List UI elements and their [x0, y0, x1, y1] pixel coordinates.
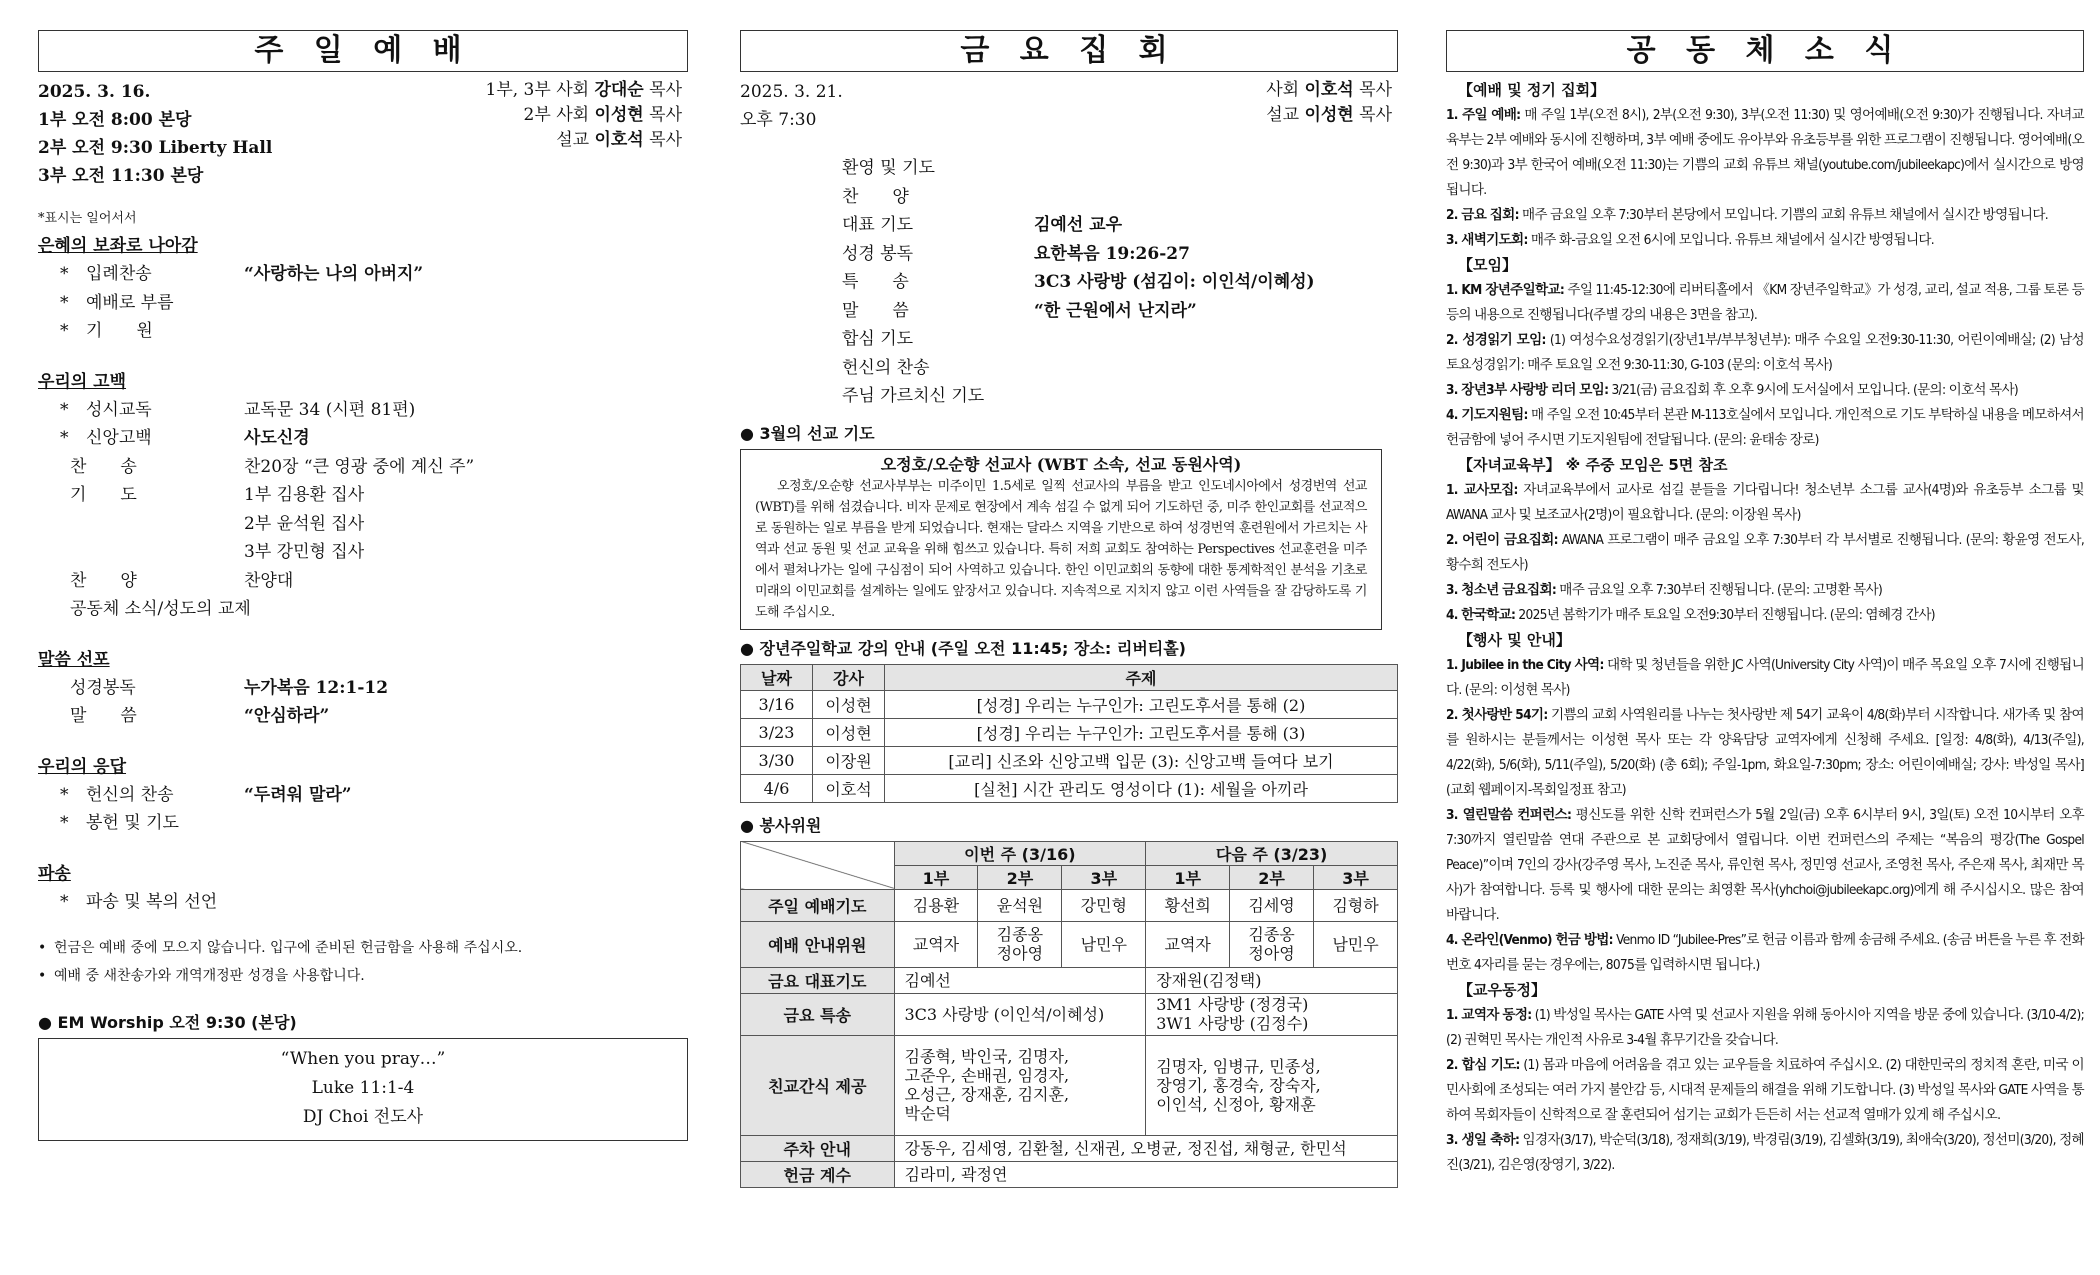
- volunteer-role: 주일 예배기도: [741, 889, 895, 921]
- order-label: 공동체 소식/성도의 교제: [70, 599, 251, 619]
- community-news-title: 공 동 체 소 식: [1446, 30, 2084, 72]
- order-label: 기 원: [86, 321, 153, 341]
- lecture-speaker: 이성현: [813, 690, 885, 718]
- order-item: [38, 567, 688, 596]
- order-item: [38, 595, 688, 624]
- news-category-title: 【모임】: [1458, 256, 1517, 274]
- news-category: [1446, 253, 2084, 453]
- news-item-text: 매 주일 오전 10:45부터 본관 M-113호실에서 모입니다. 개인적으로 기도 부탁하실 내용을 메모하셔서 헌금함에 넣어 주시면 기도지원팀에 전달됩니다. (문의: 윤태송 장로): [1446, 407, 2084, 448]
- lecture-date: 3/23: [741, 718, 813, 746]
- mission-box: [740, 449, 1382, 630]
- order-value: 누가복음 12:1-12: [244, 677, 389, 698]
- worship-section: [38, 753, 688, 838]
- news-item-text: Venmo ID “Jubilee-Pres”로 헌금 이름과 함께 송금해 주세요. (송금 버튼을 누른 후 전화번호 4자리를 묻는 경우에는, 8075를 입력하시면 됩니다.): [1446, 932, 2084, 973]
- news-item-text: 매 주일 1부(오전 8시), 2부(오전 9:30), 3부(오전 11:30) 및 영어예배(오전 9:30)가 진행됩니다. 자녀교육부는 2부 예배와 동시에 진행하며, 3부 예배 중에도 유아부와 유초등부를 위한 프로그램이 진행됩니다. 영어예배(오전 9:30)과 3부 한국어 예배(오전 11:30)는 기쁨의 교회 유튜브 채널(youtube.com/jubileekapc)에서 실시간으로 방영됩니다.: [1446, 107, 2084, 198]
- news-item-text: 매주 금요일 오후 7:30부터 진행됩니다. (문의: 고명환 목사): [1556, 582, 1883, 598]
- news-category: [1446, 628, 2084, 978]
- lecture-speaker: 이장원: [813, 746, 885, 774]
- volunteer-name: 김종옹 정아영: [978, 921, 1062, 967]
- stand-mark: *: [60, 321, 69, 341]
- order-value: 요한복음 19:26-27: [1034, 243, 1190, 264]
- order-label: 특 송: [842, 272, 909, 292]
- this-week-header: 이번 주 (3/16): [894, 841, 1146, 865]
- order-label: 헌신의 찬송: [842, 357, 930, 378]
- stand-mark: *: [60, 784, 69, 805]
- news-item-title: 2. 어린이 금요집회:: [1446, 532, 1558, 548]
- news-item-text: 매주 화-금요일 오전 6시에 모입니다. 유튜브 채널에서 실시간 방영됩니다.: [1527, 232, 1934, 248]
- part-header: 2부: [978, 865, 1062, 889]
- leader-role: 1부, 3부 사회: [485, 80, 590, 100]
- lecture-date: 3/16: [741, 690, 813, 718]
- order-label: 말 씀: [842, 300, 909, 321]
- lecture-speaker: 이호석: [813, 774, 885, 802]
- order-label: 합심 기도: [842, 329, 914, 349]
- order-item: [38, 888, 688, 917]
- order-value: 김예선 교우: [1034, 215, 1123, 235]
- news-item: [1446, 228, 2084, 253]
- volunteer-row: [741, 889, 1398, 921]
- news-item-title: 1. 교역자 동정:: [1446, 1007, 1532, 1023]
- volunteer-role: 헌금 계수: [741, 1161, 895, 1187]
- order-label: 주님 가르치신 기도: [842, 386, 985, 406]
- order-item: [38, 453, 688, 482]
- news-item-title: 1. Jubilee in the City 사역:: [1446, 657, 1604, 673]
- volunteer-role: 금요 특송: [741, 993, 895, 1035]
- leader-name: 이성현: [1304, 105, 1354, 125]
- news-item-text: 임경자(3/17), 박순덕(3/18), 정재희(3/19), 박경림(3/19), 김셀화(3/19), 최애숙(3/20), 정선미(3/20), 정혜진(3/21), 김은영(장영기, 3/22).: [1446, 1132, 2084, 1173]
- volunteer-row: [741, 1161, 1398, 1187]
- news-item-title: 4. 한국학교:: [1446, 607, 1516, 623]
- volunteer-next-week: 장재원(김정택): [1146, 967, 1398, 993]
- stand-mark: *: [60, 292, 69, 313]
- stand-mark: *: [60, 891, 69, 912]
- stand-mark: *: [60, 399, 69, 420]
- order-item: [38, 781, 688, 810]
- volunteer-name: 황선희: [1146, 889, 1230, 921]
- lecture-topic: [성경] 우리는 누구인가: 고린도후서를 통해 (2): [885, 690, 1398, 718]
- news-category-title: 【자녀교육부】 ※ 주중 모임은 5면 참조: [1458, 456, 1728, 474]
- order-label: 찬 양: [70, 570, 137, 591]
- friday-leaders: [1266, 78, 1392, 128]
- order-label: 성경 봉독: [842, 243, 914, 264]
- volunteer-row: [741, 993, 1398, 1035]
- lecture-table: [740, 664, 1398, 803]
- section-title: 은혜의 보좌로 나아감: [38, 236, 198, 256]
- table-row: [741, 774, 1398, 802]
- news-item: [1446, 703, 2084, 803]
- news-item-text: 주일 11:45-12:30에 리버티홀에서 《KM 장년주일학교》가 성경, 교리, 설교 적용, 그룹 토론 등등의 내용으로 진행됩니다(주별 강의 내용은 3면을 참고).: [1446, 282, 2084, 323]
- order-value: “한 근원에서 난지라”: [1034, 300, 1197, 321]
- volunteer-row: [741, 1135, 1398, 1161]
- news-category: [1446, 978, 2084, 1178]
- section-title: 우리의 응답: [38, 756, 127, 777]
- order-value: “두려워 말라”: [244, 784, 352, 805]
- news-item: [1446, 528, 2084, 578]
- news-item-title: 2. 금요 집회:: [1446, 207, 1519, 223]
- em-scripture: Luke 11:1-4: [311, 1078, 415, 1098]
- part-header: 3부: [1062, 865, 1146, 889]
- section-title: 말씀 선포: [38, 649, 110, 670]
- em-preacher: DJ Choi 전도사: [302, 1107, 424, 1127]
- friday-info: [740, 78, 1398, 142]
- friday-order-item: [842, 297, 1398, 326]
- leader-row: [486, 103, 682, 128]
- news-item-text: 3/21(금) 금요집회 후 오후 9시에 도서실에서 모입니다. (문의: 이호석 목사): [1608, 382, 2018, 398]
- leader-role: 사회: [1266, 80, 1300, 100]
- leader-title: 목사: [1359, 80, 1392, 100]
- news-item: [1446, 1053, 2084, 1128]
- news-item: [1446, 203, 2084, 228]
- em-sermon-title: “When you pray…”: [280, 1049, 446, 1069]
- news-item: [1446, 378, 2084, 403]
- order-value: 3부 강민형 집사: [244, 542, 365, 562]
- order-item: [38, 289, 688, 318]
- order-value: 교독문 34 (시편 81편): [244, 399, 416, 420]
- order-item: [38, 510, 688, 539]
- news-item-title: 2. 성경읽기 모임:: [1446, 332, 1546, 348]
- news-item: [1446, 1003, 2084, 1053]
- stand-mark: *: [60, 428, 69, 448]
- leader-name: 이호석: [594, 130, 644, 150]
- worship-section: [38, 646, 688, 731]
- news-item-title: 3. 생일 축하:: [1446, 1132, 1520, 1148]
- worship-section: [38, 368, 688, 624]
- order-label: 찬 양: [842, 186, 909, 207]
- friday-order-item: [842, 183, 1398, 212]
- volunteer-role: 금요 대표기도: [741, 967, 895, 993]
- sunday-date: 2025. 3. 16.: [38, 82, 151, 102]
- news-category: [1446, 453, 2084, 628]
- volunteer-name: 윤석원: [978, 889, 1062, 921]
- leader-row: [1266, 78, 1392, 103]
- news-item-text: 매주 금요일 오후 7:30부터 본당에서 모입니다. 기쁨의 교회 유튜브 채널에서 실시간 방영됩니다.: [1518, 207, 2048, 223]
- order-value: “사랑하는 나의 아버지”: [244, 264, 424, 284]
- friday-order-item: [842, 382, 1398, 411]
- section-title: 우리의 고백: [38, 371, 127, 392]
- news-item-title: 1. 교사모집:: [1446, 482, 1518, 498]
- news-item-text: 기쁨의 교회 사역원리를 나누는 첫사랑반 제 54기 교육이 4/8(화)부터 시작합니다. 새가족 및 참여를 원하시는 분들께서는 이성현 목사 또는 각 양육담당 교역자에게 신청해 주세요. [일정: 4/8(화), 4/13(주일), 4/22(화), 5/6(화), 5/11(주일), 5/20(화) (총 6회); 주일-1pm, 화요일-7:30pm; 장소: 어린이예배실; 강사: 박성일 목사] (교회 웹페이지-목회일정표 참고): [1446, 707, 2084, 798]
- lecture-speaker: 이성현: [813, 718, 885, 746]
- worship-notes: [38, 934, 688, 990]
- news-item: [1446, 928, 2084, 978]
- volunteer-role: 친교간식 제공: [741, 1035, 895, 1135]
- news-item-title: 4. 기도지원팀:: [1446, 407, 1528, 423]
- volunteer-name: 김세영: [1230, 889, 1314, 921]
- order-item: [38, 481, 688, 510]
- volunteer-row: [741, 1035, 1398, 1135]
- leader-title: 목사: [649, 130, 682, 150]
- news-item-title: 1. KM 장년주일학교:: [1446, 282, 1565, 298]
- volunteer-name: 강민형: [1062, 889, 1146, 921]
- lecture-col-date: 날짜: [741, 664, 813, 690]
- service-time-2: 2부 오전 9:30 Liberty Hall: [38, 138, 273, 158]
- table-row: [741, 746, 1398, 774]
- news-item: [1446, 403, 2084, 453]
- volunteer-names: 강동우, 김세영, 김환철, 신재권, 오병균, 정진섭, 채형균, 한민석: [894, 1135, 1398, 1161]
- order-value: “안심하라”: [244, 706, 330, 726]
- leader-row: [486, 128, 682, 153]
- part-header: 1부: [1146, 865, 1230, 889]
- order-label: 말 씀: [70, 706, 137, 726]
- part-header: 3부: [1314, 865, 1398, 889]
- mission-body: 오정호/오순향 선교사부부는 미주이민 1.5세로 일찍 선교사의 부름을 받고 인도네시아에서 성경번역 선교(WBT)를 위해 섬겼습니다. 비자 문제로 현장에서 계속 섬길 수 없게 되어 기도하던 중, 미주 한인교회를 선교적으로 동원하는 일로 부름을 받게 되었습니다. 현재는 달라스 지역을 기반으로 하여 성경번역 훈련원에서 가르치는 사역과 선교 동원 및 선교 교육을 위해 힘쓰고 있습니다. 특히 저희 교회도 참여하는 Perspectives 선교훈련을 미주에서 펼쳐나가는 일에 구심점이 되어 사역하고 있습니다. 한인 이민교회의 동향에 대한 통계학적인 분석을 기초로 미래의 이민교회를 설계하는 일에도 앞장서고 있습니다. 지속적으로 지치지 않고 이런 사역들을 잘 감당하도록 기도해 주십시오.: [755, 478, 1367, 620]
- order-value: 사도신경: [244, 428, 310, 448]
- lecture-topic: [교리] 신조와 신앙고백 입문 (3): 신앙고백 들여다 보기: [885, 746, 1398, 774]
- volunteer-name: 교역자: [1146, 921, 1230, 967]
- stand-mark: *: [60, 264, 69, 284]
- friday-meeting-title: 금 요 집 회: [740, 30, 1398, 72]
- order-label: 헌신의 찬송: [86, 784, 174, 805]
- sunday-worship-column: [38, 30, 688, 1141]
- volunteer-role: 예배 안내위원: [741, 921, 895, 967]
- volunteer-this-week: 3C3 사랑방 (이인석/이혜성): [894, 993, 1146, 1035]
- community-news-body: [1446, 78, 2084, 1178]
- news-item-title: 4. 온라인(Venmo) 헌금 방법:: [1446, 932, 1613, 948]
- volunteer-next-week: 김명자, 임병규, 민종성, 장영기, 홍경숙, 장숙자, 이인석, 신정아, 황재훈: [1146, 1035, 1398, 1135]
- news-item: [1446, 803, 2084, 928]
- leader-row: [1266, 103, 1392, 128]
- news-item-title: 3. 청소년 금요집회:: [1446, 582, 1557, 598]
- friday-order-item: [842, 154, 1398, 183]
- order-label: 봉헌 및 기도: [86, 813, 179, 833]
- lecture-topic: [실천] 시간 관리도 영성이다 (1): 세월을 아끼라: [885, 774, 1398, 802]
- order-label: 찬 송: [70, 456, 137, 477]
- volunteer-name: 남민우: [1314, 921, 1398, 967]
- volunteers-table: [740, 841, 1398, 1188]
- news-category: [1446, 78, 2084, 253]
- order-label: 파송 및 복의 선언: [86, 891, 218, 912]
- order-of-worship: [38, 232, 688, 916]
- leader-role: 설교: [556, 130, 590, 150]
- worship-section: [38, 860, 688, 917]
- order-label: 신앙고백: [86, 428, 152, 448]
- order-value: 2부 윤석원 집사: [244, 513, 365, 534]
- order-label: 대표 기도: [842, 215, 914, 235]
- volunteer-name: 남민우: [1062, 921, 1146, 967]
- lecture-col-speaker: 강사: [813, 664, 885, 690]
- news-item-text: 평신도를 위한 신학 컨퍼런스가 5월 2일(금) 오후 6시부터 9시, 3일(토) 오전 10시부터 오후 7:30까지 열린말씀 연대 주관으로 본 교회당에서 열립니다. 이번 컨퍼런스의 주제는 “복음의 평강(The Gospel Peace)”이며 7인의 강사(강주영 목사, 노진준 목사, 류인현 목사, 정민영 선교사, 조영천 목사, 주은재 목사, 최재만 목사)가 참여합니다. 등록 및 행사에 대한 문의는 최영환 목사(yhchoi@jubileekapc.org)에게 해 주시십시오. 많은 참여 바랍니다.: [1446, 807, 2084, 923]
- order-item: [38, 538, 688, 567]
- news-item-title: 3. 장년3부 사랑방 리더 모임:: [1446, 382, 1609, 398]
- news-item-text: 대학 및 청년들을 위한 JC 사역(University City 사역)이 매주 목요일 오후 7시에 진행됩니다. (문의: 이성현 목사): [1446, 657, 2084, 698]
- news-item: [1446, 478, 2084, 528]
- sunday-service-info: [38, 78, 688, 202]
- lecture-heading: ● 장년주일학교 강의 안내 (주일 오전 11:45; 장소: 리버티홀): [740, 638, 1186, 658]
- order-label: 성경봉독: [70, 677, 136, 698]
- community-news-column: [1446, 30, 2084, 1178]
- news-item-text: AWANA 프로그램이 매주 금요일 오후 7:30부터 각 부서별로 진행됩니다. (문의: 황윤영 전도사, 황수희 전도사): [1446, 532, 2085, 573]
- stand-note: *표시는 일어서서: [38, 211, 137, 226]
- order-value: 찬20장 “큰 영광 중에 계신 주”: [244, 456, 475, 477]
- lecture-date: 4/6: [741, 774, 813, 802]
- news-item-text: 2025년 봄학기가 매주 토요일 오전9:30부터 진행됩니다. (문의: 염혜경 간사): [1515, 607, 1935, 623]
- table-row: [741, 718, 1398, 746]
- news-item-title: 1. 주일 예배:: [1446, 107, 1521, 123]
- stand-mark: *: [60, 813, 69, 833]
- section-title: 파송: [38, 863, 71, 884]
- friday-order-item: [842, 354, 1398, 383]
- volunteer-name: 김형하: [1314, 889, 1398, 921]
- volunteer-this-week: 김종혁, 박인국, 김명자, 고준우, 손배권, 임경자, 오성근, 장재훈, 김지훈, 박순덕: [894, 1035, 1146, 1135]
- order-label: 기 도: [70, 485, 137, 505]
- order-item: [38, 424, 688, 453]
- order-label: 환영 및 기도: [842, 158, 935, 178]
- volunteer-next-week: 3M1 사랑방 (정경국) 3W1 사랑방 (김정수): [1146, 993, 1398, 1035]
- order-item: [38, 809, 688, 838]
- volunteer-this-week: 김예선: [894, 967, 1146, 993]
- order-value: 1부 김용환 집사: [244, 485, 365, 505]
- sunday-worship-title: 주 일 예 배: [38, 30, 688, 72]
- order-item: [38, 702, 688, 731]
- friday-time: 오후 7:30: [740, 110, 817, 130]
- news-item-title: 2. 합심 기도:: [1446, 1057, 1520, 1073]
- news-item-text: 자녀교육부에서 교사로 섬길 분들을 기다립니다! 청소년부 소그룹 교사(4명)와 유초등부 소그룹 및 AWANA 교사 및 보조교사(2명)이 필요합니다. (문의: 이장원 목사): [1446, 482, 2084, 523]
- leader-role: 2부 사회: [523, 105, 590, 125]
- service-time-3: 3부 오전 11:30 본당: [38, 166, 204, 186]
- friday-order-item: [842, 240, 1398, 269]
- news-item-title: 3. 새벽기도회:: [1446, 232, 1528, 248]
- order-value: 3C3 사랑방 (섬김이: 이인석/이혜성): [1034, 272, 1315, 292]
- volunteer-row: [741, 921, 1398, 967]
- worship-section: [38, 232, 688, 346]
- leader-role: 설교: [1266, 105, 1300, 125]
- leader-title: 목사: [1359, 105, 1392, 125]
- leader-name: 이호석: [1304, 80, 1354, 100]
- news-item: [1446, 278, 2084, 328]
- lecture-date: 3/30: [741, 746, 813, 774]
- order-item: [38, 260, 688, 289]
- order-item: [38, 674, 688, 703]
- mission-heading: ● 3월의 선교 기도: [740, 423, 875, 443]
- lecture-topic: [성경] 우리는 누구인가: 고린도후서를 통해 (3): [885, 718, 1398, 746]
- note-item: • 예배 중 새찬송가와 개역개정판 성경을 사용합니다.: [38, 962, 688, 990]
- leader-title: 목사: [649, 80, 682, 100]
- news-category-title: 【예배 및 정기 집회】: [1458, 81, 1606, 99]
- missionary-name: 오정호/오순향 선교사 (WBT 소속, 선교 동원사역): [880, 454, 1242, 474]
- order-value: 찬양대: [244, 570, 294, 591]
- volunteers-heading: ● 봉사위원: [740, 815, 822, 835]
- lecture-col-topic: 주제: [885, 664, 1398, 690]
- news-item: [1446, 1128, 2084, 1178]
- volunteer-name: 교역자: [894, 921, 978, 967]
- volunteer-name: 김종옹 정아영: [1230, 921, 1314, 967]
- volunteer-role: 주차 안내: [741, 1135, 895, 1161]
- order-label: 성시교독: [86, 399, 152, 420]
- news-category-title: 【행사 및 안내】: [1458, 631, 1571, 649]
- note-item: • 헌금은 예배 중에 모으지 않습니다. 입구에 준비된 헌금함을 사용해 주십시오.: [38, 934, 688, 962]
- volunteer-names: 김라미, 곽정연: [894, 1161, 1398, 1187]
- order-label: 입례찬송: [86, 264, 152, 284]
- service-leaders: [486, 78, 682, 153]
- news-item: [1446, 328, 2084, 378]
- part-header: 1부: [894, 865, 978, 889]
- leader-name: 이성현: [594, 105, 644, 125]
- em-worship-box: [38, 1038, 688, 1141]
- em-worship-heading: ● EM Worship 오전 9:30 (본당): [38, 1013, 297, 1032]
- part-header: 2부: [1230, 865, 1314, 889]
- leader-title: 목사: [649, 105, 682, 125]
- next-week-header: 다음 주 (3/23): [1146, 841, 1398, 865]
- leader-row: [486, 78, 682, 103]
- volunteer-name: 김용환: [894, 889, 978, 921]
- volunteer-row: [741, 967, 1398, 993]
- friday-date: 2025. 3. 21.: [740, 82, 843, 102]
- order-label: 예배로 부름: [86, 292, 174, 313]
- leader-name: 강대순: [594, 80, 644, 100]
- news-item-text: (1) 몸과 마음에 어려움을 겪고 있는 교우들을 치료하여 주십시오. (2) 대한민국의 정치적 혼란, 미국 이민사회에 조성되는 여러 가지 불안감 등, 시대적 문제들의 해결을 위해 기도합니다. (3) 박성일 목사와 GATE 사역을 통하여 목회자들이 신학적으로 잘 훈련되어 섬기는 교회가 든든히 서는 선교적 열매가 있게 해 주십시오.: [1446, 1057, 2084, 1123]
- news-item: [1446, 603, 2084, 628]
- friday-order: [842, 154, 1398, 411]
- table-row: [741, 690, 1398, 718]
- news-item: [1446, 653, 2084, 703]
- order-item: [38, 317, 688, 346]
- news-item-title: 3. 열린말씀 컨퍼런스:: [1446, 807, 1572, 823]
- news-category-title: 【교우동정】: [1458, 981, 1546, 999]
- news-item-text: (1) 여성수요성경읽기(장년1부/부부청년부): 매주 수요일 오전9:30-11:30, 어린이예배실; (2) 남성토요성경읽기: 매주 토요일 오전 9:30-11:30, G-103 (문의: 이호석 목사): [1446, 332, 2084, 373]
- friday-meeting-column: [740, 30, 1398, 1188]
- friday-order-item: [842, 325, 1398, 354]
- order-item: [38, 396, 688, 425]
- news-item: [1446, 578, 2084, 603]
- friday-order-item: [842, 211, 1398, 240]
- news-item-title: 2. 첫사랑반 54기:: [1446, 707, 1548, 723]
- news-item-text: (1) 박성일 목사는 GATE 사역 및 선교사 지원을 위해 동아시아 지역을 방문 중에 있습니다. (3/10-4/2); (2) 권혁민 목사는 개인적 사유로 3-4월 휴무기간을 갖습니다.: [1446, 1007, 2084, 1048]
- volunteers-corner: [741, 841, 895, 889]
- friday-order-item: [842, 268, 1398, 297]
- service-time-1: 1부 오전 8:00 본당: [38, 110, 192, 130]
- news-item: [1446, 103, 2084, 203]
